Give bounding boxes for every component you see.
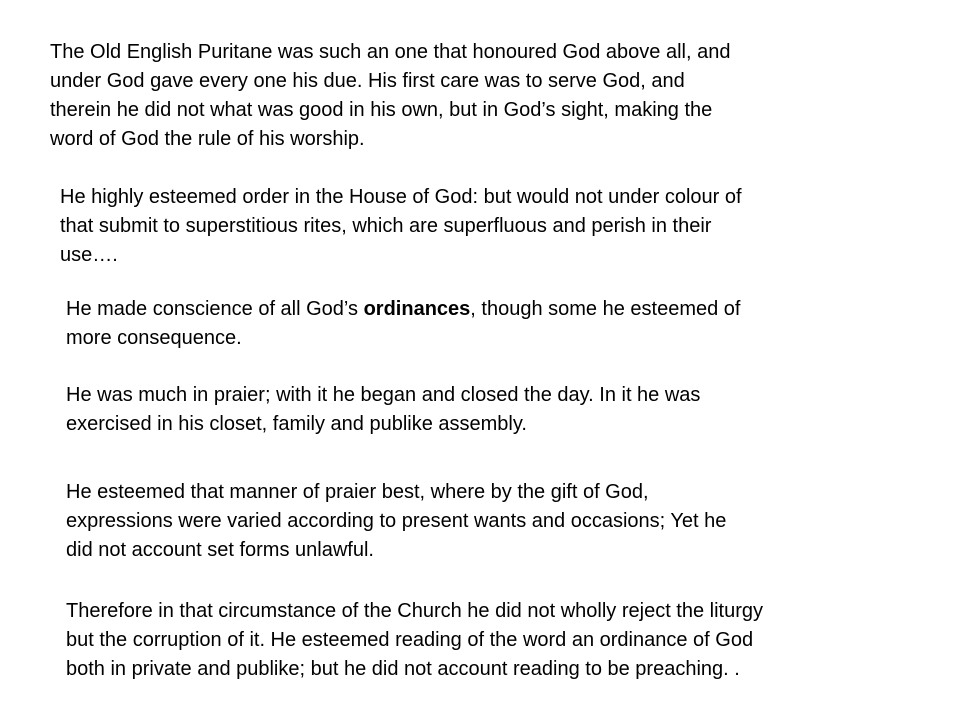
paragraph-order-house-of-god: He highly esteemed order in the House of God: but would not under colour of that submit to superstitious rites, which are superfluous and perish in their use….	[60, 186, 742, 266]
paragraph-ordinances	[66, 295, 916, 353]
paragraph-manner-of-praier: He esteemed that manner of praier best, where by the gift of God, expressions were varied according to present wants and occasions; Yet he did not account set forms unlawful.	[66, 481, 727, 561]
emphasis-ordinances: ordinances	[363, 298, 471, 320]
paragraph-ordinances-text-start: He made conscience of all God’s	[66, 298, 364, 320]
paragraph-liturgy: Therefore in that circumstance of the Church he did not wholly reject the liturgy but the corruption of it. He esteemed reading of the word an ordinance of God both in private and publike; but he did not account reading to be preaching. .	[66, 600, 764, 680]
paragraph-puritane-intro: The Old English Puritane was such an one that honoured God above all, and under God gave every one his due. His first care was to serve God, and therein he did not what was good in his own, but in God’s sight, making the word of God the rule of his worship.	[50, 41, 731, 150]
paragraph-ordinances-text-end: , though some he esteemed of more consequence.	[66, 298, 741, 349]
paragraph-praier: He was much in praier; with it he began and closed the day. In it he was exercised in his closet, family and publike assembly.	[66, 384, 701, 435]
